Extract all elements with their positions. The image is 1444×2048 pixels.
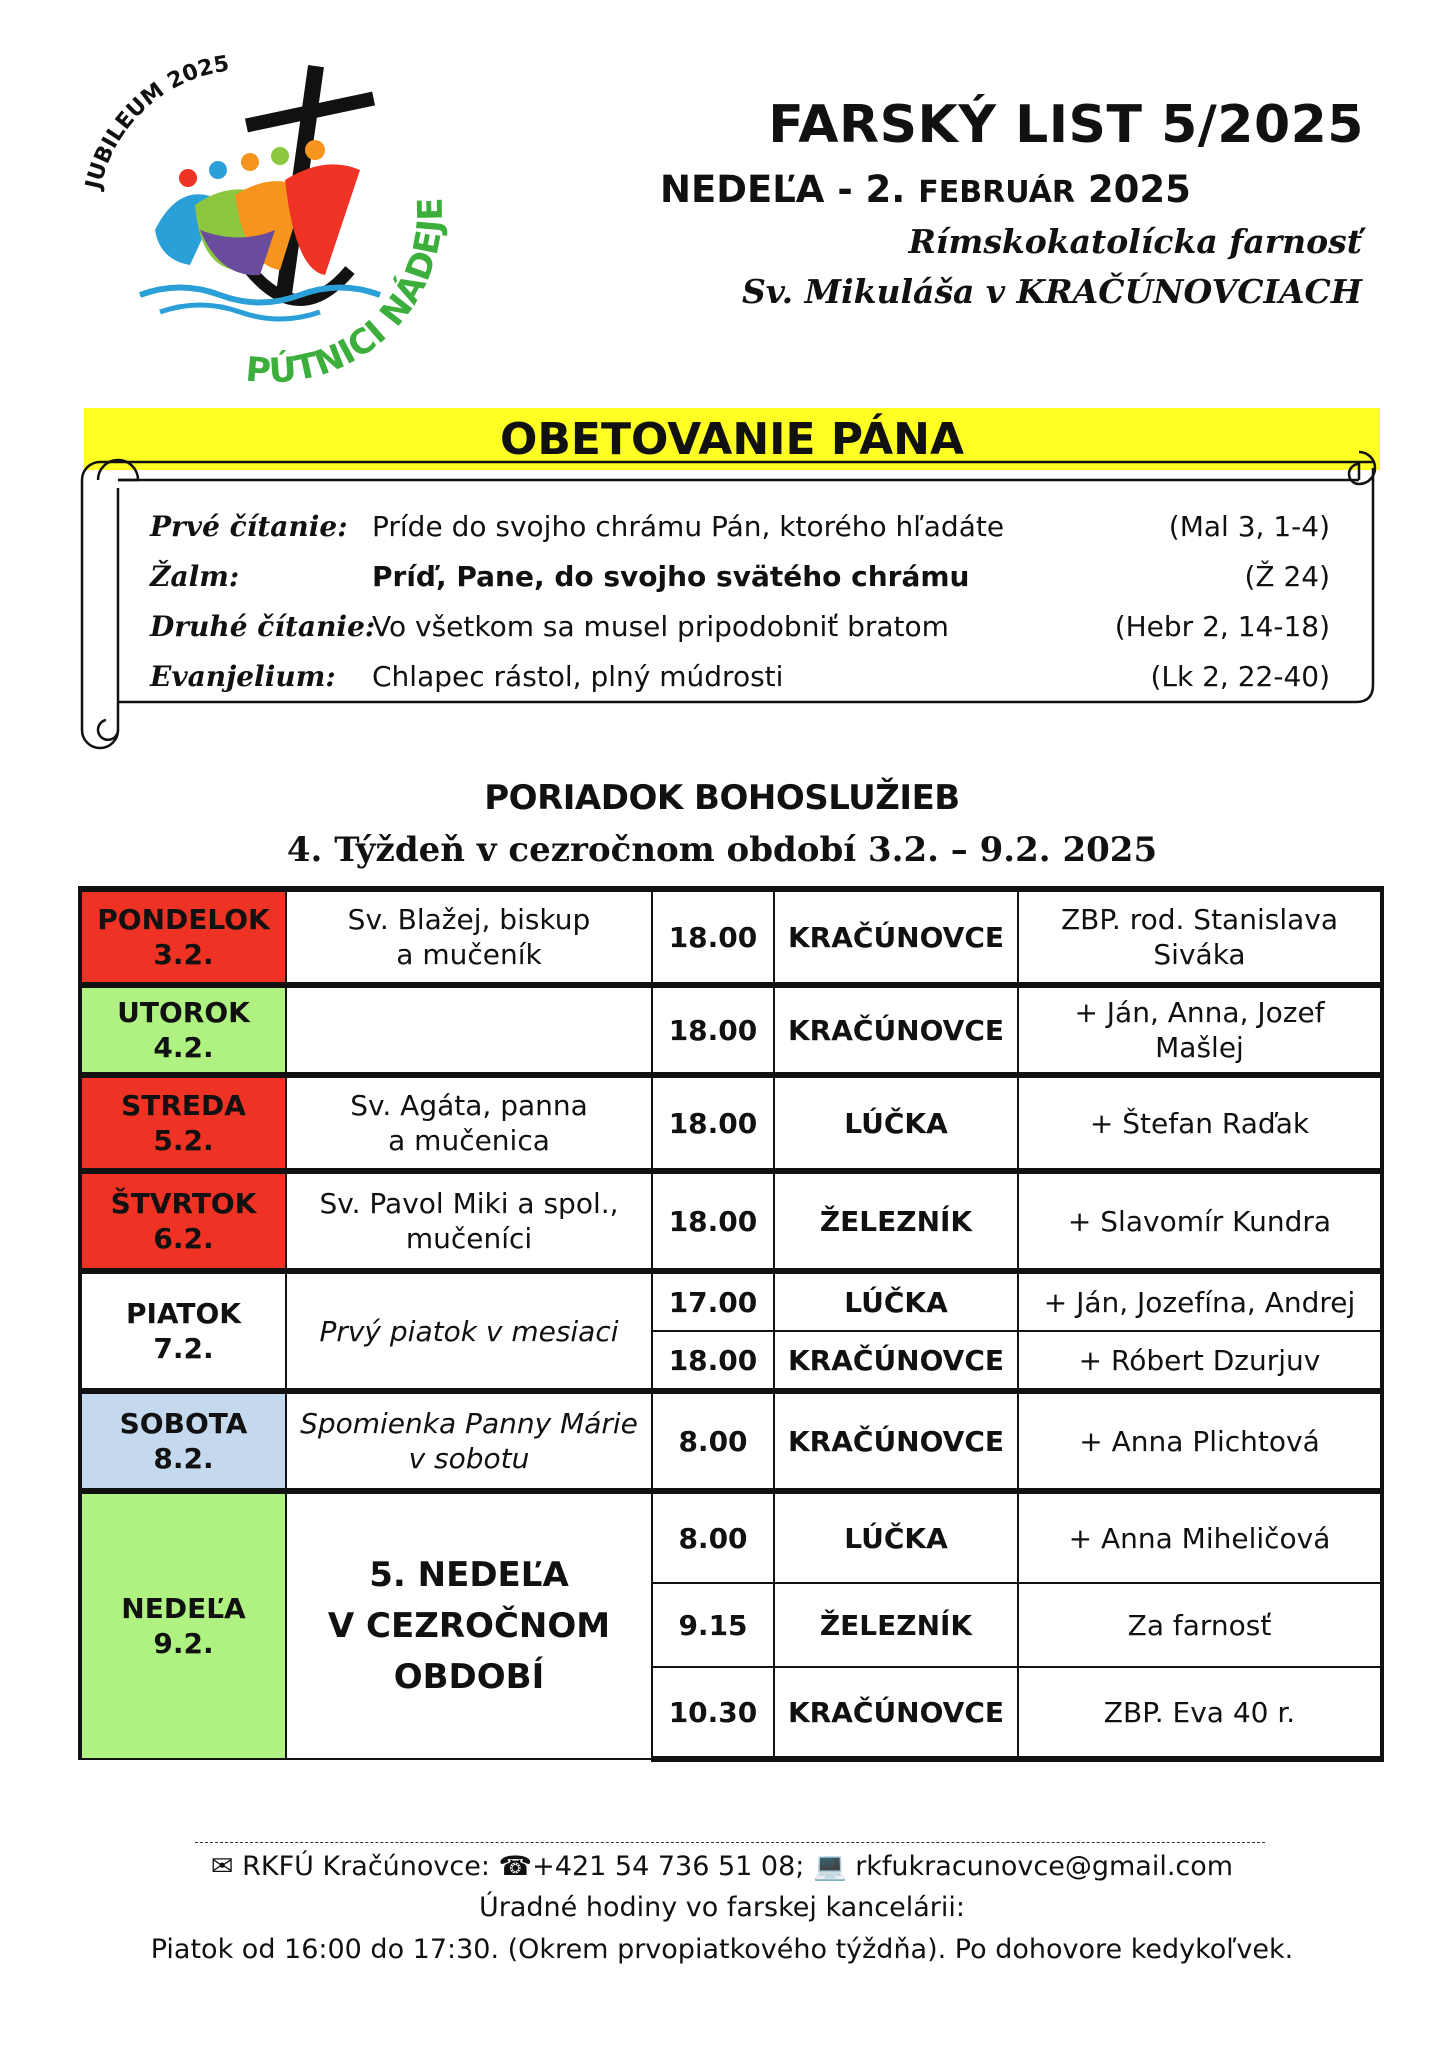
day-cell — [80, 1171, 286, 1271]
feast-cell — [286, 1391, 652, 1491]
reading-reference: (Mal 3, 1-4) — [1168, 510, 1330, 543]
mass-time: 18.00 — [652, 1331, 774, 1391]
schedule-row — [80, 1271, 1382, 1331]
feast-line: 5. NEDEĽA — [369, 1554, 569, 1595]
footer-divider — [195, 1842, 1265, 1843]
schedule-row — [80, 1171, 1382, 1271]
intention-line: + Anna Plichtová — [1079, 1424, 1320, 1458]
mass-time: 18.00 — [652, 985, 774, 1075]
reading-text: Chlapec rástol, plný múdrosti — [372, 660, 784, 693]
reading-text: Príď, Pane, do svojho svätého chrámu — [372, 560, 970, 593]
intention-line: + Anna Miheličová — [1068, 1521, 1331, 1555]
reading-row — [150, 610, 1330, 654]
day-name: PIATOK — [125, 1297, 242, 1330]
parish-name: Rímskokatolícka farnosť — [908, 222, 1362, 261]
schedule-week: 4. Týždeň v cezročnom období 3.2. – 9.2. 2025 — [286, 830, 1158, 870]
parish-location: Sv. Mikuláša v KRAČÚNOVCIACH — [741, 272, 1362, 311]
schedule-row — [80, 1075, 1382, 1171]
date-year: 2025 — [1087, 168, 1191, 211]
day-date: 8.2. — [153, 1442, 214, 1475]
phone-icon: ☎ — [498, 1851, 533, 1882]
reading-text: Vo všetkom sa musel pripodobniť bratom — [372, 610, 949, 643]
mass-place: KRAČÚNOVCE — [774, 889, 1018, 985]
mass-place: ŽELEZNÍK — [774, 1583, 1018, 1667]
day-cell — [80, 1391, 286, 1491]
mass-place: LÚČKA — [774, 1271, 1018, 1331]
bulletin-title: FARSKÝ LIST 5/2025 — [768, 95, 1364, 155]
mass-intention — [1018, 985, 1382, 1075]
footer-phone: +421 54 736 51 08; — [532, 1851, 805, 1882]
day-date: 5.2. — [153, 1124, 214, 1157]
mass-time: 9.15 — [652, 1583, 774, 1667]
feast-cell — [286, 985, 652, 1075]
mass-place: ŽELEZNÍK — [774, 1171, 1018, 1271]
day-cell — [80, 1491, 286, 1759]
day-cell — [80, 1075, 286, 1171]
mass-time: 18.00 — [652, 1171, 774, 1271]
mass-place: KRAČÚNOVCE — [774, 985, 1018, 1075]
laptop-icon: 💻 — [812, 1851, 847, 1882]
schedule-row — [80, 889, 1382, 985]
reading-label: Evanjelium: — [150, 660, 336, 693]
mass-time: 17.00 — [652, 1271, 774, 1331]
feast-line: v sobotu — [408, 1442, 530, 1475]
intention-line: + Ján, Jozefína, Andrej — [1043, 1285, 1356, 1319]
feast-banner: OBETOVANIE PÁNA — [84, 408, 1380, 470]
intention-line: Mašlej — [1155, 1031, 1244, 1064]
mass-time: 8.00 — [652, 1491, 774, 1583]
reading-text: Príde do svojho chrámu Pán, ktorého hľadáte — [372, 510, 1005, 543]
feast-line: V CEZROČNOM — [327, 1605, 611, 1646]
reading-row — [150, 510, 1330, 554]
date-prefix: NEDEĽA - 2. — [660, 168, 906, 211]
mass-schedule-table — [78, 886, 1384, 1762]
mass-intention — [1018, 1171, 1382, 1271]
reading-reference: (Lk 2, 22-40) — [1150, 660, 1330, 693]
day-name: NEDEĽA — [121, 1592, 246, 1625]
day-name: PONDELOK — [97, 903, 270, 936]
day-date: 3.2. — [153, 938, 214, 971]
day-date: 6.2. — [153, 1222, 214, 1255]
intention-line: + Ján, Anna, Jozef — [1074, 996, 1325, 1029]
intention-line: + Slavomír Kundra — [1067, 1204, 1332, 1238]
day-date: 7.2. — [153, 1332, 214, 1365]
jubilee-logo — [70, 30, 470, 410]
feast-line: a mučenica — [388, 1124, 550, 1157]
day-date: 9.2. — [153, 1627, 214, 1660]
feast-cell — [286, 1271, 652, 1391]
reading-reference: (Hebr 2, 14-18) — [1114, 610, 1330, 643]
intention-line: + Róbert Dzurjuv — [1078, 1343, 1321, 1377]
footer-hours-title: Úradné hodiny vo farskej kancelárii: — [479, 1892, 965, 1923]
day-name: ŠTVRTOK — [110, 1187, 257, 1220]
mass-intention — [1018, 1271, 1382, 1331]
mail-icon: ✉ — [210, 1851, 234, 1882]
feast-cell — [286, 1491, 652, 1759]
schedule-row — [80, 1391, 1382, 1491]
day-date: 4.2. — [153, 1031, 214, 1064]
schedule-row — [80, 1491, 1382, 1583]
mass-place: LÚČKA — [774, 1075, 1018, 1171]
logo-arc-top-text: JUBILEUM 2025 — [81, 51, 231, 192]
mass-time: 10.30 — [652, 1667, 774, 1759]
footer-office: RKFÚ Kračúnovce: — [242, 1851, 490, 1882]
mass-intention — [1018, 1491, 1382, 1583]
intention-line: ZBP. Eva 40 r. — [1103, 1695, 1296, 1729]
reading-reference: (Ž 24) — [1244, 560, 1330, 593]
footer-email[interactable]: rkfukracunovce@gmail.com — [855, 1851, 1234, 1882]
feast-cell — [286, 1171, 652, 1271]
mass-intention — [1018, 1583, 1382, 1667]
mass-place: KRAČÚNOVCE — [774, 1331, 1018, 1391]
feast-line: Sv. Agáta, panna — [350, 1089, 588, 1122]
bulletin-date — [660, 168, 1191, 211]
reading-row — [150, 660, 1330, 704]
mass-place: LÚČKA — [774, 1491, 1018, 1583]
logo-arc-side-text: PÚTNICI NÁDEJE — [244, 197, 451, 392]
reading-label: Prvé čítanie: — [150, 510, 348, 543]
feast-line: a mučeník — [396, 938, 542, 971]
feast-line: Spomienka Panny Márie — [300, 1407, 638, 1440]
mass-intention — [1018, 1667, 1382, 1759]
intention-line: Siváka — [1153, 938, 1246, 971]
intention-line: Za farnosť — [1127, 1608, 1272, 1642]
day-name: SOBOTA — [119, 1407, 248, 1440]
footer-contact — [0, 1850, 1444, 1882]
reading-label: Žalm: — [150, 560, 240, 593]
feast-line: Prvý piatok v mesiaci — [319, 1314, 619, 1348]
intention-line: + Štefan Raďak — [1089, 1106, 1310, 1140]
day-cell — [80, 889, 286, 985]
date-month: FEBRUÁR — [918, 175, 1075, 210]
feast-cell — [286, 889, 652, 985]
reading-label: Druhé čítanie: — [150, 610, 376, 643]
mass-intention — [1018, 1391, 1382, 1491]
feast-cell — [286, 1075, 652, 1171]
day-cell — [80, 1271, 286, 1391]
schedule-row — [80, 985, 1382, 1075]
mass-time: 18.00 — [652, 1075, 774, 1171]
feast-line: Sv. Pavol Miki a spol., — [319, 1187, 619, 1220]
schedule-title: PORIADOK BOHOSLUŽIEB — [484, 778, 960, 818]
mass-intention — [1018, 1331, 1382, 1391]
day-name: STREDA — [121, 1089, 246, 1122]
day-cell — [80, 985, 286, 1075]
mass-intention — [1018, 889, 1382, 985]
footer-hours: Piatok od 16:00 do 17:30. (Okrem prvopiatkového týždňa). Po dohovore kedykoľvek. — [150, 1934, 1294, 1965]
day-name: UTOROK — [117, 996, 250, 1029]
reading-row — [150, 560, 1330, 604]
mass-intention — [1018, 1075, 1382, 1171]
feast-line: Sv. Blažej, biskup — [347, 903, 591, 936]
mass-time: 8.00 — [652, 1391, 774, 1491]
mass-place: KRAČÚNOVCE — [774, 1667, 1018, 1759]
feast-line: OBDOBÍ — [393, 1656, 545, 1697]
feast-line: mučeníci — [405, 1222, 533, 1255]
mass-place: KRAČÚNOVCE — [774, 1391, 1018, 1491]
mass-time: 18.00 — [652, 889, 774, 985]
intention-line: ZBP. rod. Stanislava — [1060, 903, 1338, 936]
